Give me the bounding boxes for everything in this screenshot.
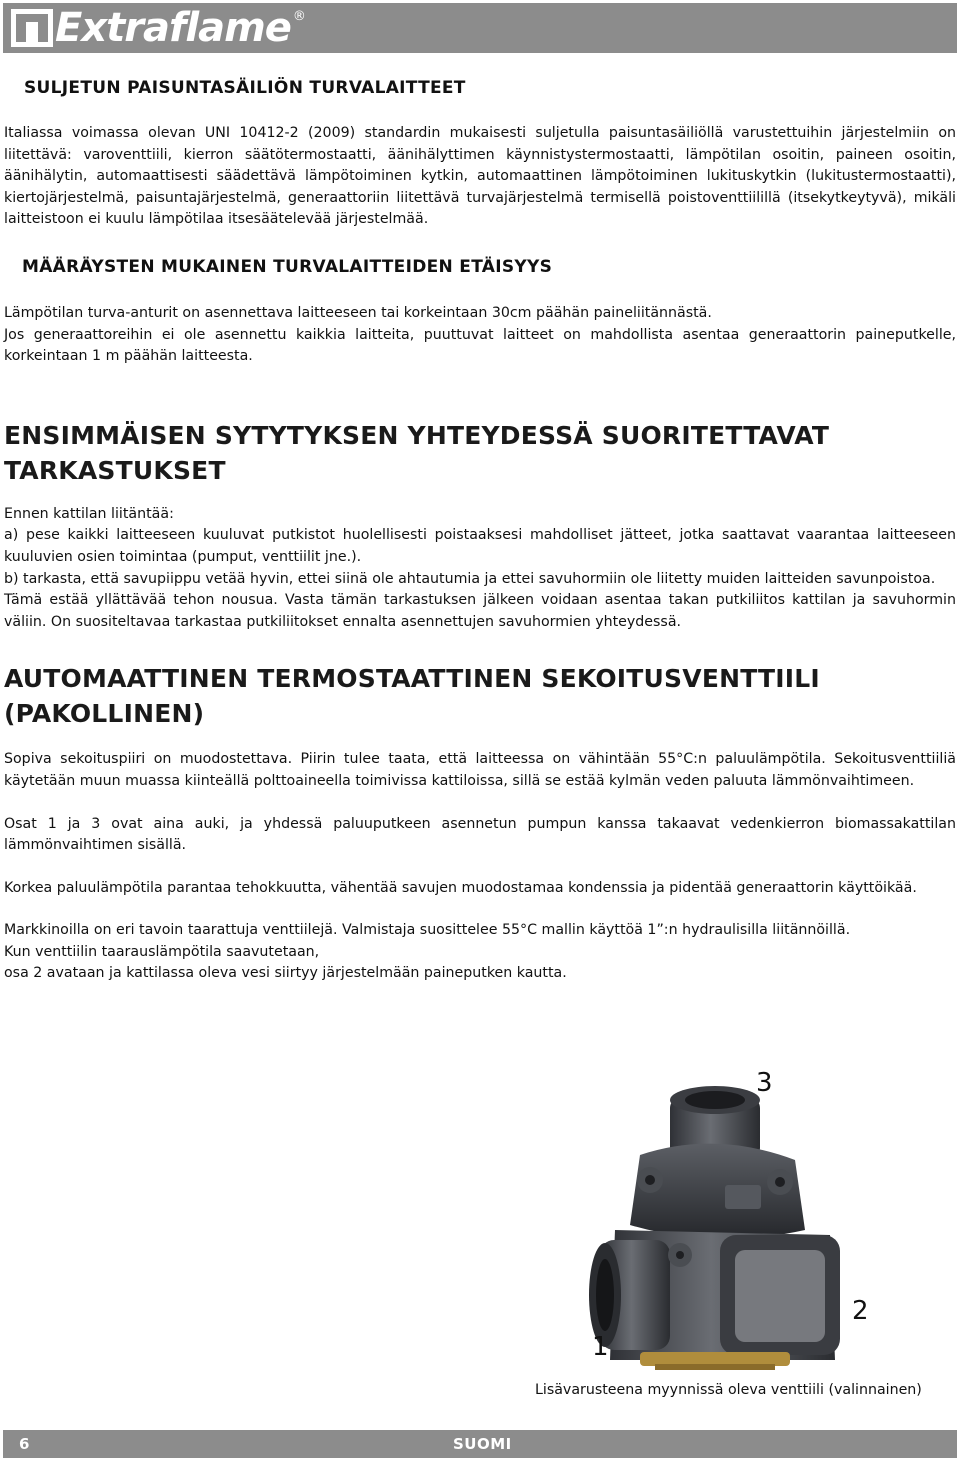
header-bar xyxy=(3,3,957,53)
section-title-first-ignition-line1: ENSIMMÄISEN SYTYTYKSEN YHTEYDESSÄ SUORITETTAVAT xyxy=(4,420,830,450)
callout-label-2: 2 xyxy=(852,1296,869,1326)
section-title-safety-devices: SULJETUN PAISUNTASÄILIÖN TURVALAITTEET xyxy=(24,78,466,98)
section-title-mixing-valve-line1: AUTOMAATTINEN TERMOSTAATTINEN SEKOITUSVENTTIILI xyxy=(4,664,820,694)
section-title-first-ignition-line2: TARKASTUKSET xyxy=(4,455,226,485)
safety-devices-paragraph: Italiassa voimassa olevan UNI 10412-2 (2009) standardin mukaisesti suljetulla paisuntasäiliöllä varustettuihin järjestelmiin on liitettävä: varoventtiili, kierron säätötermostaatti, äänihälyttimen käynnistystermostaatti, lämpötilan osoitin, paineen osoitin, äänihälytin, automaattisesti säädettävä lämpötoiminen kytkin, automaattinen lämpötoiminen lukituskytkin (lukitustermostaatti), kiertojärjestelmä, paisuntajärjestelmä, generaattoriin liitettävä turvajärjestelmä termisellä poistoventtiilillä (itsekytkeytyvä), mikäli laitteistoon ei kuulu lämpötilaa itsesäätelevää järjestelmää. xyxy=(4,125,956,228)
mixing-valve-paragraph-4-line3: osa 2 avataan ja kattilassa oleva vesi siirtyy järjestelmään paineputken kautta. xyxy=(4,965,567,982)
first-ignition-note: Tämä estää yllättävää tehon nousua. Vasta tämän tarkastuksen jälkeen voidaan asentaa takan putkiliitos kattilan ja savuhormin väliin. On suositeltavaa tarkastaa putkiliitokset ennalta asennettujen savuhormien yhteydessä. xyxy=(4,592,956,630)
section-title-device-distance: MÄÄRÄYSTEN MUKAINEN TURVALAITTEIDEN ETÄISYYS xyxy=(22,256,553,277)
language-label: SUOMI xyxy=(453,1435,512,1453)
page-content xyxy=(4,70,956,985)
mixing-valve-paragraph-2: Osat 1 ja 3 ovat aina auki, ja yhdessä paluuputkeen asennetun pumpun kanssa takaavat vedenkierron biomassakattilan lämmönvaihtimen sisällä. xyxy=(4,815,956,854)
mixing-valve-paragraph-4-line1: Markkinoilla on eri tavoin taarattuja venttiilejä. Valmistaja suosittelee 55°C mallin käyttöä 1”:n hydraulisilla liitännöillä. xyxy=(4,922,851,939)
first-ignition-intro: Ennen kattilan liitäntää: xyxy=(4,505,174,522)
callout-label-1: 1 xyxy=(592,1332,609,1362)
mixing-valve-paragraph-1: Sopiva sekoituspiiri on muodostettava. Piirin tulee taata, että laitteessa on vähintään 55°C:n paluulämpötila. Sekoitusventtiiliä käytetään muun muassa kiinteällä polttoaineella toimivissa kattiloissa, sillä se estää kylmän veden paluuta lämmönvaihtimeen. xyxy=(4,751,956,789)
mixing-valve-paragraph-4-line2: Kun venttiilin taarauslämpötila saavutetaan, xyxy=(4,943,320,960)
callout-label-3: 3 xyxy=(756,1068,773,1098)
section-title-mixing-valve-line2: (PAKOLLINEN) xyxy=(4,699,205,729)
footer-bar xyxy=(3,1430,957,1458)
figure-caption: Lisävarusteena myynnissä oleva venttiili (valinnainen) xyxy=(535,1382,922,1398)
first-ignition-item-b: b) tarkasta, että savupiippu vetää hyvin, ettei siinä ole ahtautumia ja ettei savuhormiin ole liitetty muiden laitteiden savunpoistoa. xyxy=(4,570,936,587)
mixing-valve-paragraph-3: Korkea paluulämpötila parantaa tehokkuutta, vähentää savujen muodostamaa kondenssia ja pidentää generaattorin käyttöikää. xyxy=(4,879,917,896)
device-distance-paragraph-2: Jos generaattoreihin ei ole asennettu kaikkia laitteita, puuttuvat laitteet on mahdollista asentaa generaattorin paineputkelle, korkeintaan 1 m päähän laitteesta. xyxy=(4,326,956,365)
extraflame-logo xyxy=(11,5,306,51)
logo-emblem-icon xyxy=(11,9,53,47)
first-ignition-item-a: a) pese kaikki laitteeseen kuuluvat putkistot huolellisesti poistaaksesi mahdolliset jätteet, jotka saattavat vaarantaa laitteeseen kuuluvien osien toimintaa (pumput, venttiilit jne.). xyxy=(4,527,956,565)
page-number: 6 xyxy=(19,1435,30,1453)
device-distance-paragraph-1: Lämpötilan turva-anturit on asennettava laitteeseen tai korkeintaan 30cm päähän paineliitännästä. xyxy=(4,304,712,321)
logo-text: Extraflame xyxy=(55,5,291,51)
registered-mark: ® xyxy=(292,9,306,24)
mixing-valve-figure xyxy=(530,1060,950,1405)
